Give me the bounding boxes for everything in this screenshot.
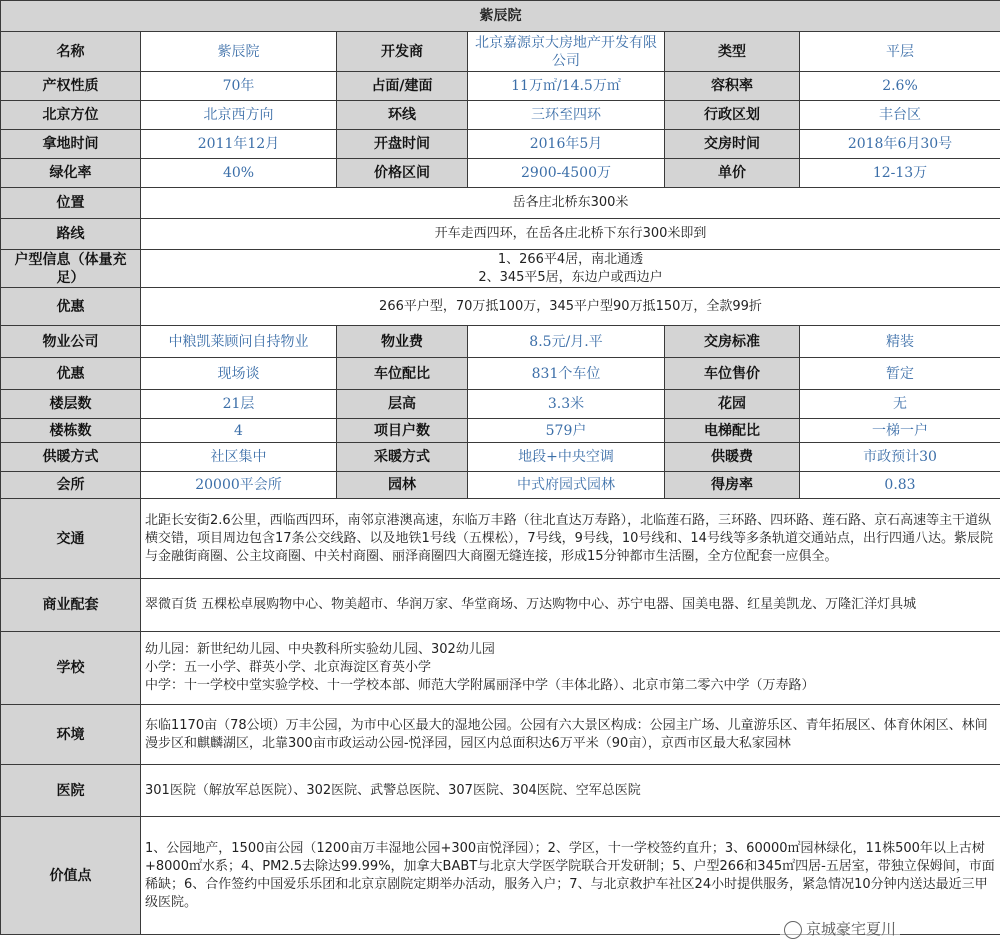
table-row: 楼层数 21层 层高 3.3米 花园 无 [1,390,1000,419]
table-row: 楼栋数 4 项目户数 579户 电梯配比 一梯一户 [1,419,1000,443]
table-row: 户型信息（体量充足） 1、266平4居，南北通透 2、345平5居，东边户或西边户 [1,250,1000,288]
table-row: 会所 20000平会所 园林 中式府园式园林 得房率 0.83 [1,472,1000,499]
table-row: 优惠 266平户型，70万抵100万，345平户型90万抵150万，全款99折 [1,288,1000,326]
watermark: 京城豪宅夏川 [780,918,900,939]
table-row: 环境 东临1170亩（78公顷）万丰公园，为市中心区最大的湿地公园。公园有六大景区构成：公园主广场、儿童游乐区、青年拓展区、体育休闲区、林间漫步区和麒麟湖区，北靠300亩市政运动公园-悦泽园，园区内总面积达6万平米（90亩），京西市区最大私家园林 [1,705,1000,765]
table-row: 北京方位 北京西方向 环线 三环至四环 行政区划 丰台区 [1,101,1000,130]
table-row: 拿地时间 2011年12月 开盘时间 2016年5月 交房时间 2018年6月30号 [1,130,1000,159]
table-row: 价值点 1、公园地产，1500亩公园（1200亩万丰湿地公园+300亩悦泽园）；2、学区，十一学校签约直升；3、60000㎡园林绿化，11株500年以上古树+8000㎡水系；4、PM2.5去除达99.99%，加拿大BABT与北京大学医学院联合开发研制；5、户型266和345㎡四居-五居室，带独立保姆间，市面稀缺；6、合作签约中国爱乐乐团和北京京剧院定期举办活动，服务入户；7、与北京救护车社区24小时提供服务，紧急情况10分钟内送达最近三甲级医院。 [1,817,1000,935]
table-row: 医院 301医院（解放军总医院）、302医院、武警总医院、307医院、304医院、空军总医院 [1,765,1000,817]
school-line-2: 小学：五一小学、群英小学、北京海淀区育英小学 [145,660,432,675]
table-row: 产权性质 70年 占面/建面 11万㎡/14.5万㎡ 容积率 2.6% [1,72,1000,101]
table-row: 商业配套 翠微百货 五棵松卓展购物中心、物美超市、华润万家、华堂商场、万达购物中心、苏宁电器、国美电器、红星美凯龙、万隆汇洋灯具城 [1,579,1000,632]
wechat-icon [784,921,802,939]
school-line-3: 中学：十一学校中堂实验学校、十一学校本部、师范大学附属丽泽中学（丰体北路）、北京市第二零六中学（万寿路） [145,678,815,693]
table-row: 绿化率 40% 价格区间 2900-4500万 单价 12-13万 [1,159,1000,188]
table-row: 位置 岳各庄北桥东300米 [1,188,1000,219]
table-row: 学校 幼儿园：新世纪幼儿园、中央教科所实验幼儿园、302幼儿园 小学：五一小学、群英小学、北京海淀区育英小学 中学：十一学校中堂实验学校、十一学校本部、师范大学附属丽泽中学（丰体北路）、北京市第二零六中学（万寿路） [1,632,1000,705]
table-row: 交通 北距长安街2.6公里，西临西四环，南邻京港澳高速，东临万丰路（往北直达万寿路），北临莲石路，三环路、四环路、莲石路、京石高速等主干道纵横交错，项目周边包含17条公交线路、以及地铁1号线（五棵松），7号线，9号线，10号线和、14号线等多条轨道交通站点，出行四通八达。紫辰院与金融街商圈、公主坟商圈、中关村商圈、丽泽商圈四大商圈无缝连接，形成15分钟都市生活圈，全方位配套一应俱全。 [1,499,1000,579]
table-row: 物业公司 中粮凯莱顾问自持物业 物业费 8.5元/月.平 交房标准 精装 [1,326,1000,358]
table-row: 优惠 现场谈 车位配比 831个车位 车位售价 暂定 [1,358,1000,390]
table-row: 路线 开车走西四环，在岳各庄北桥下东行300米即到 [1,219,1000,250]
school-line-1: 幼儿园：新世纪幼儿园、中央教科所实验幼儿园、302幼儿园 [145,642,495,657]
table-row: 供暖方式 社区集中 采暖方式 地段+中央空调 供暖费 市政预计30 [1,443,1000,472]
table-title: 紫辰院 [1,1,1000,32]
unit-line-1: 1、266平4居，南北通透 [497,251,644,267]
unit-line-2: 2、345平5居，东边户或西边户 [478,269,663,285]
table-row: 名称 紫辰院 开发商 北京嘉源京大房地产开发有限公司 类型 平层 [1,32,1000,72]
